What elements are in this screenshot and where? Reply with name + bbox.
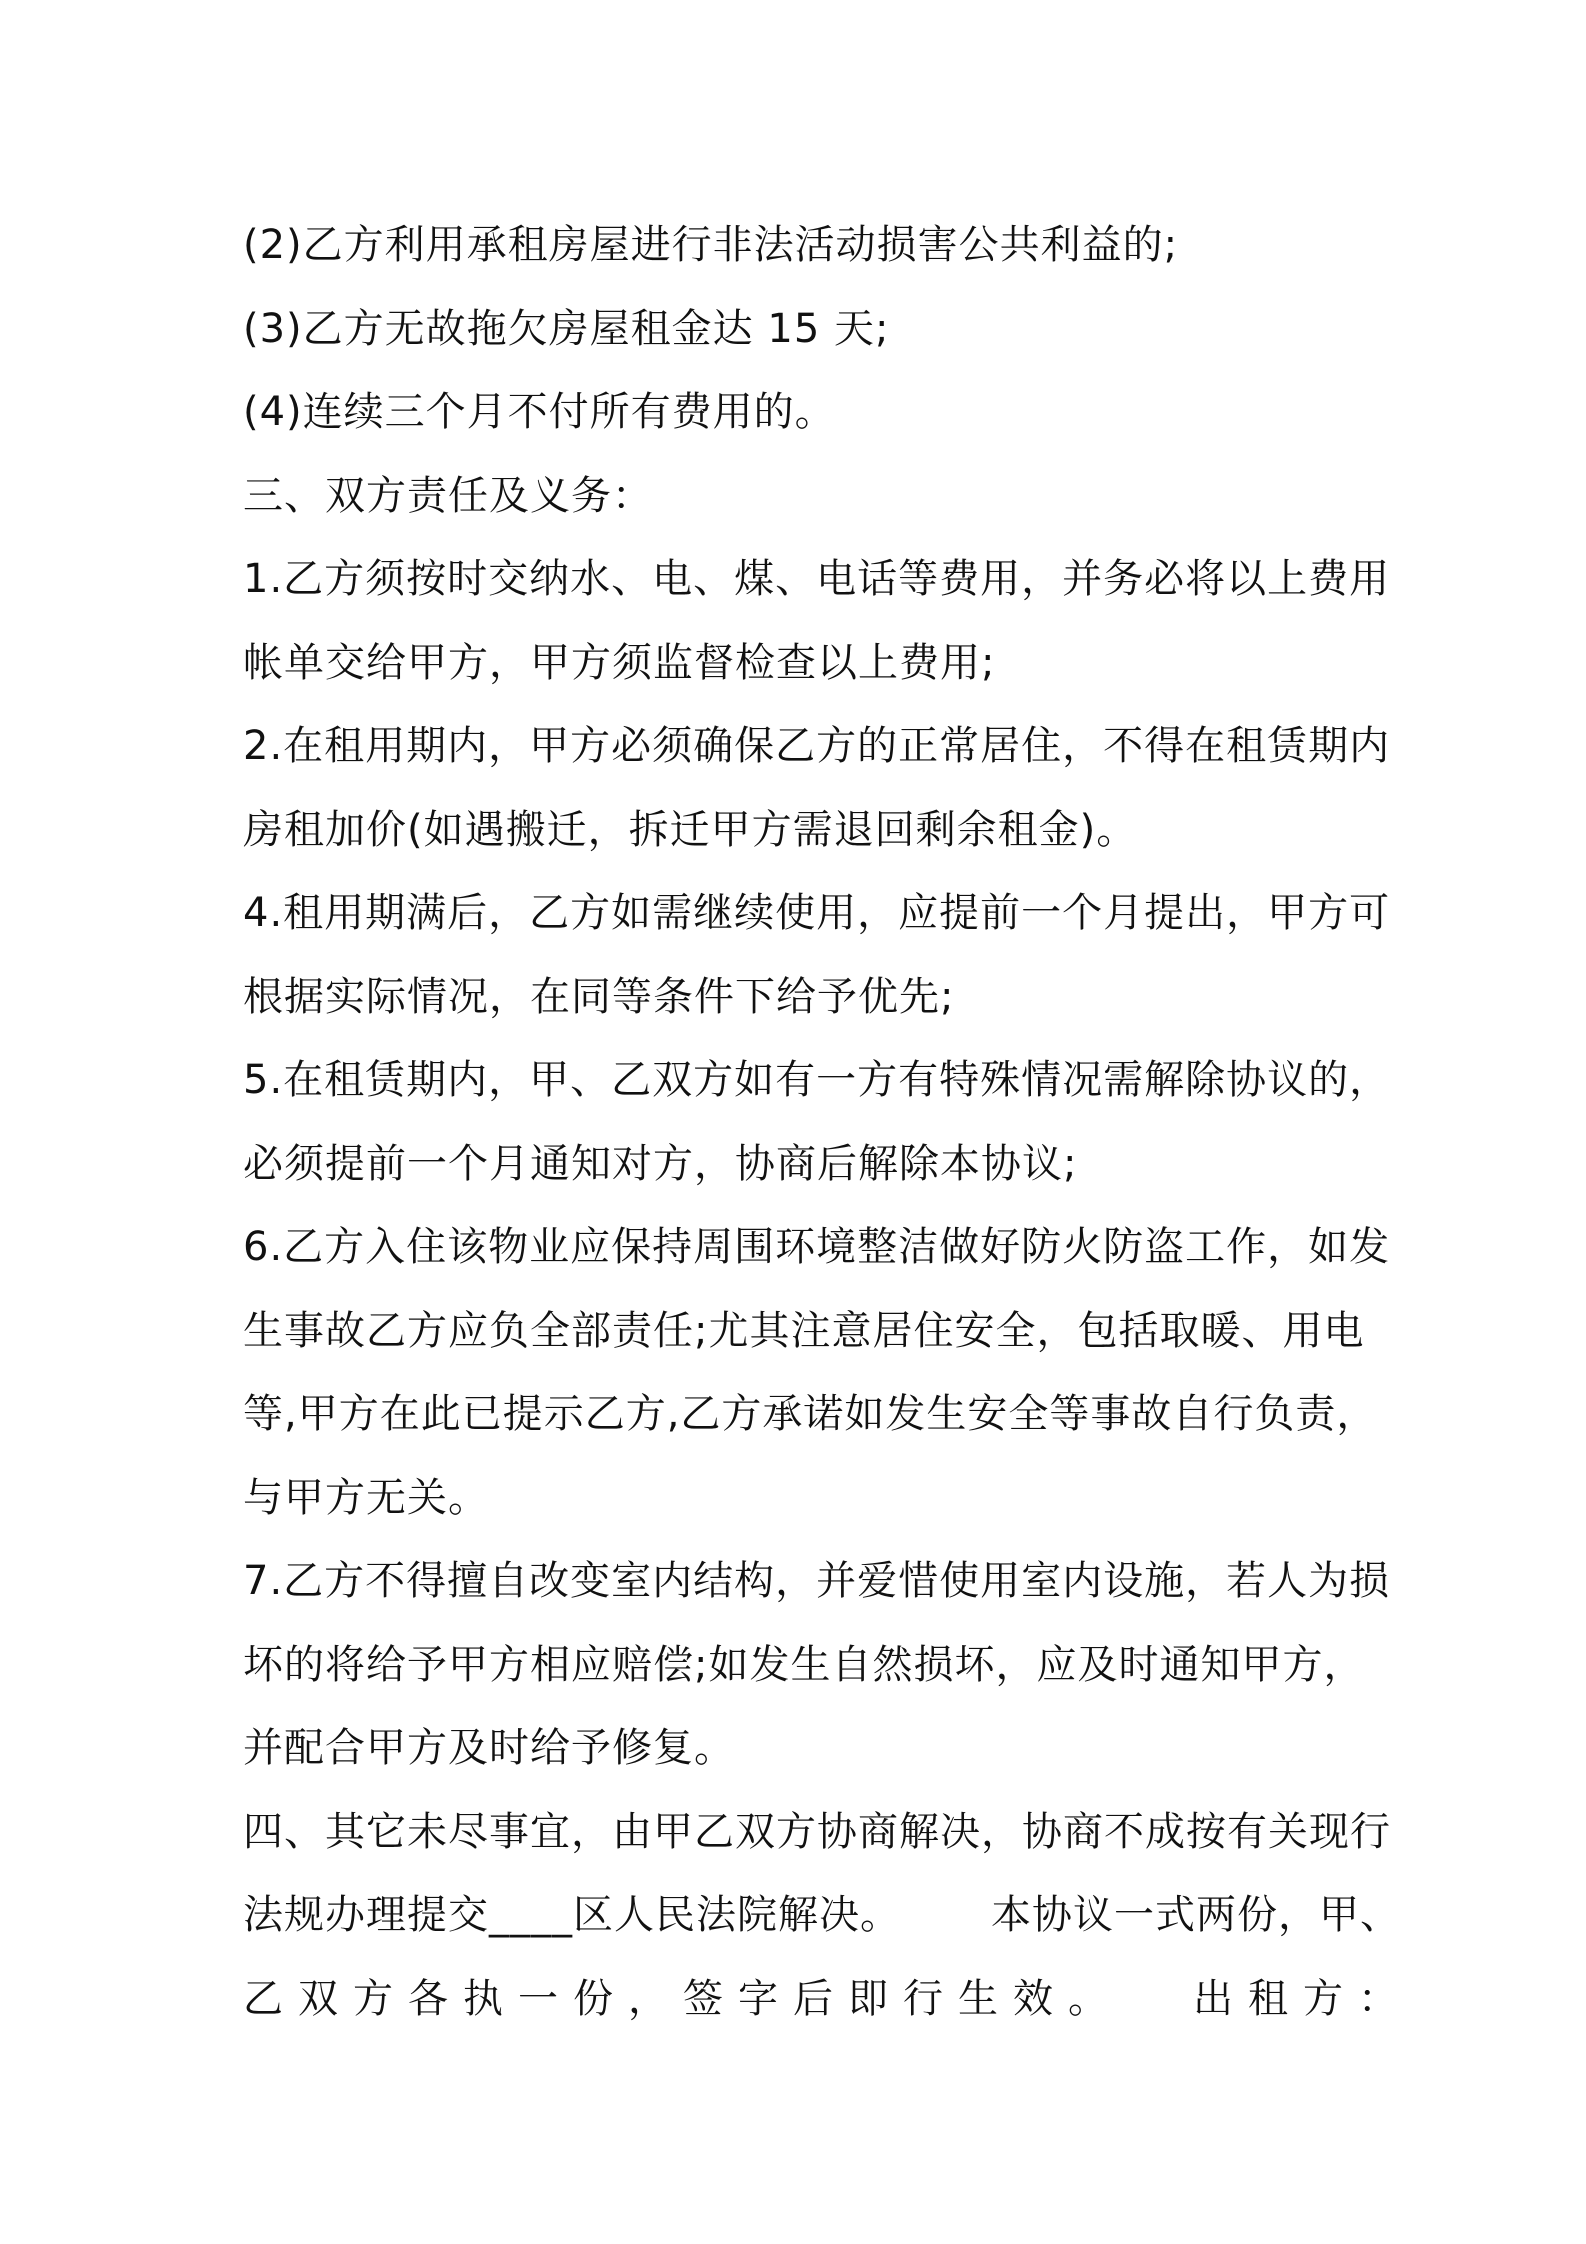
clause-line-19: 并配合甲方及时给予修复。 <box>243 1725 735 1771</box>
clause-line-13: 6.乙方入住该物业应保持周围环境整洁做好防火防盗工作，如发 <box>243 1224 1391 1270</box>
section-heading-other-matters: 四、其它未尽事宜，由甲乙双方协商解决，协商不成按有关现行 <box>243 1808 1391 1855</box>
clause-line-6: 帐单交给甲方，甲方须监督检查以上费用; <box>243 639 996 686</box>
clause-line-12: 必须提前一个月通知对方，协商后解除本协议; <box>243 1140 1078 1187</box>
clause-line-3: (4)连续三个月不付所有费用的。 <box>243 389 836 435</box>
clause-line-2: (3)乙方无故拖欠房屋租金达 15 天; <box>243 305 890 352</box>
clause-line-11: 5.在租赁期内，甲、乙双方如有一方有特殊情况需解除协议的， <box>243 1057 1391 1103</box>
clause-line-16: 与甲方无关。 <box>243 1474 489 1521</box>
clause-line-15: 等,甲方在此已提示乙方,乙方承诺如发生安全等事故自行负责， <box>243 1391 1378 1437</box>
court-clause-text: 法规办理提交____区人民法院解决。 <box>243 1892 901 1938</box>
clause-line-7: 2.在租用期内，甲方必须确保乙方的正常居住，不得在租赁期内 <box>243 723 1391 769</box>
clause-line-10: 根据实际情况，在同等条件下给予优先; <box>243 973 955 1020</box>
clause-line-9: 4.租用期满后，乙方如需继续使用，应提前一个月提出，甲方可 <box>243 890 1391 936</box>
clause-line-8: 房租加价(如遇搬迁，拆迁甲方需退回剩余租金)。 <box>243 806 1138 853</box>
lessor-signature-label: 出租方： <box>1193 1975 1413 2022</box>
clause-line-17: 7.乙方不得擅自改变室内结构，并爱惜使用室内设施，若人为损 <box>243 1558 1391 1604</box>
clause-line-21 <box>243 1874 1401 1958</box>
clause-line-1: (2)乙方利用承租房屋进行非法活动损害公共利益的; <box>243 222 1179 268</box>
document-body <box>243 204 1413 2041</box>
effective-clause-text: 乙双方各执一份，签字后即行生效。 <box>243 1975 1123 2022</box>
clause-line-5: 1.乙方须按时交纳水、电、煤、电话等费用，并务必将以上费用 <box>243 556 1391 602</box>
copies-clause-text: 本协议一式两份，甲、 <box>991 1892 1401 1938</box>
clause-line-14: 生事故乙方应负全部责任;尤其注意居住安全，包括取暖、用电 <box>243 1307 1365 1354</box>
clause-line-18: 坏的将给予甲方相应赔偿;如发生自然损坏，应及时通知甲方， <box>243 1641 1365 1688</box>
section-heading-responsibilities: 三、双方责任及义务： <box>243 472 653 519</box>
clause-line-22 <box>243 1958 1413 2042</box>
